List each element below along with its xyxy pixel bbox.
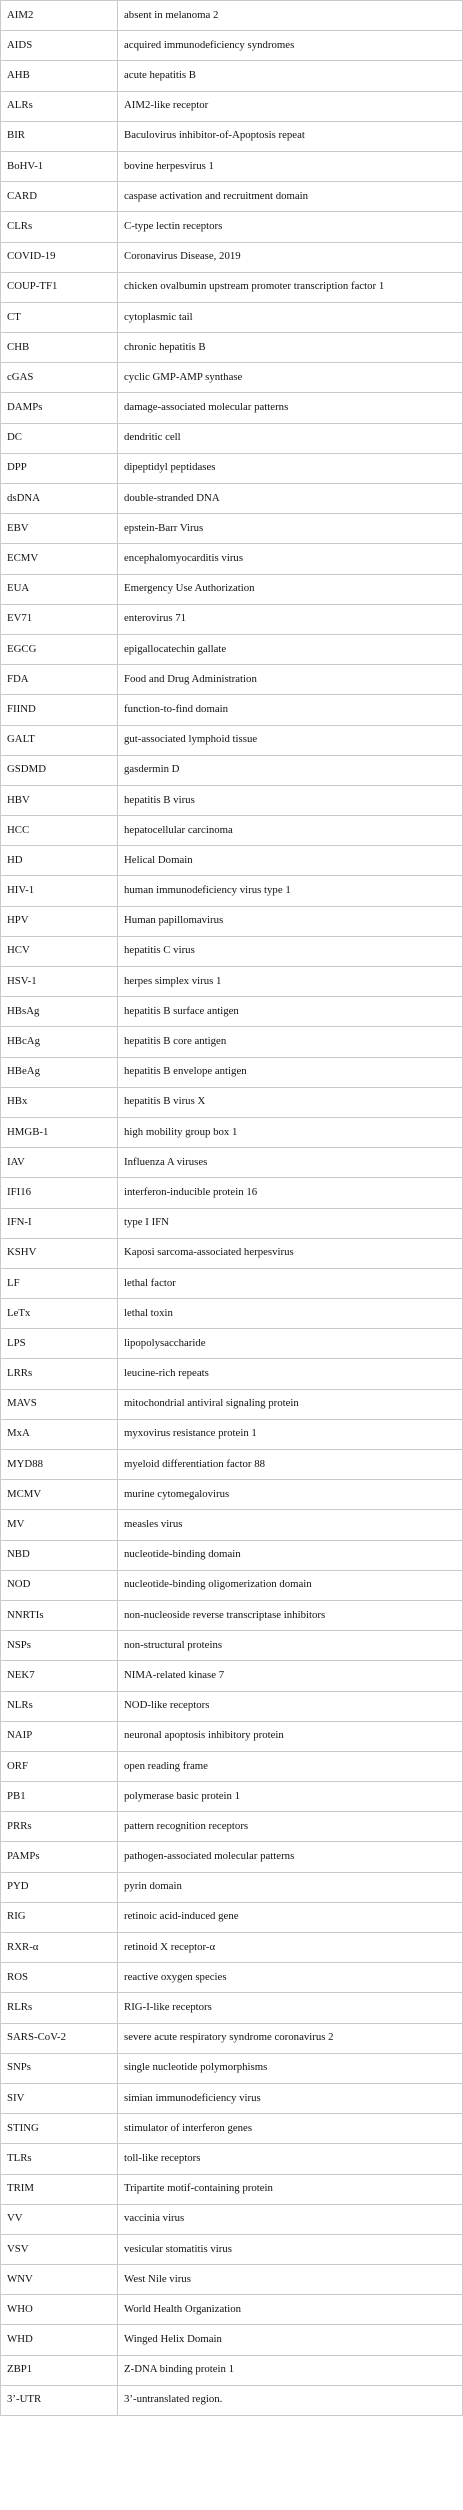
definition-cell: epigallocatechin gallate [118,634,463,664]
abbreviation-cell: EGCG [1,634,118,664]
table-row [1,634,463,664]
table-row [1,1450,463,1480]
abbreviation-cell: NAIP [1,1721,118,1751]
table-row [1,1148,463,1178]
definition-cell: vesicular stomatitis virus [118,2234,463,2264]
abbreviation-cell: MYD88 [1,1450,118,1480]
table-row [1,2234,463,2264]
table-row [1,725,463,755]
abbreviation-cell: COVID-19 [1,242,118,272]
definition-cell: Tripartite motif-containing protein [118,2174,463,2204]
abbreviation-cell: LF [1,1268,118,1298]
table-row [1,2114,463,2144]
table-row [1,1268,463,1298]
definition-cell: pathogen-associated molecular patterns [118,1842,463,1872]
definition-cell: Z-DNA binding protein 1 [118,2355,463,2385]
definition-cell: West Nile virus [118,2265,463,2295]
table-row [1,846,463,876]
table-row [1,2325,463,2355]
abbreviation-cell: EV71 [1,604,118,634]
table-row [1,816,463,846]
abbreviation-cell: NSPs [1,1631,118,1661]
table-row [1,1933,463,1963]
table-row [1,1419,463,1449]
abbreviation-cell: AIM2 [1,1,118,31]
table-row [1,1902,463,1932]
table-row [1,544,463,574]
abbreviation-cell: NBD [1,1540,118,1570]
definition-cell: damage-associated molecular patterns [118,393,463,423]
abbreviation-cell: FIIND [1,695,118,725]
abbreviation-cell: TRIM [1,2174,118,2204]
abbreviation-cell: RLRs [1,1993,118,2023]
definition-cell: retinoic acid-induced gene [118,1902,463,1932]
definition-cell: World Health Organization [118,2295,463,2325]
abbreviation-cell: PRRs [1,1812,118,1842]
abbreviation-cell: HBcAg [1,1027,118,1057]
definition-cell: measles virus [118,1510,463,1540]
definition-cell: non-structural proteins [118,1631,463,1661]
definition-cell: nucleotide-binding domain [118,1540,463,1570]
definition-cell: acute hepatitis B [118,61,463,91]
table-row [1,1389,463,1419]
abbreviation-cell: KSHV [1,1238,118,1268]
abbreviation-cell: CLRs [1,212,118,242]
definition-cell: lethal toxin [118,1299,463,1329]
table-row [1,2174,463,2204]
definition-cell: lethal factor [118,1268,463,1298]
table-row [1,755,463,785]
table-row [1,1359,463,1389]
table-row [1,1299,463,1329]
abbreviation-cell: HBx [1,1087,118,1117]
abbreviation-cell: HIV-1 [1,876,118,906]
abbreviation-cell: PAMPs [1,1842,118,1872]
table-row [1,1993,463,2023]
definition-cell: AIM2-like receptor [118,91,463,121]
abbreviation-cell: EBV [1,514,118,544]
abbreviation-cell: PB1 [1,1782,118,1812]
table-row [1,1751,463,1781]
definition-cell: hepatitis B virus X [118,1087,463,1117]
definition-cell: high mobility group box 1 [118,1117,463,1147]
abbreviation-cell: LRRs [1,1359,118,1389]
table-row [1,1721,463,1751]
table-row [1,1872,463,1902]
definition-cell: hepatitis B envelope antigen [118,1057,463,1087]
abbreviation-cell: HSV-1 [1,967,118,997]
definition-cell: non-nucleoside reverse transcriptase inhibitors [118,1600,463,1630]
table-row [1,1178,463,1208]
table-row [1,1329,463,1359]
table-row [1,1087,463,1117]
definition-cell: myeloid differentiation factor 88 [118,1450,463,1480]
table-row [1,333,463,363]
table-row [1,1057,463,1087]
definition-cell: RIG-I-like receptors [118,1993,463,2023]
abbreviation-cell: BIR [1,121,118,151]
definition-cell: single nucleotide polymorphisms [118,2053,463,2083]
table-row [1,302,463,332]
abbreviation-cell: HBsAg [1,997,118,1027]
definition-cell: Baculovirus inhibitor-of-Apoptosis repeat [118,121,463,151]
abbreviation-cell: DPP [1,453,118,483]
definition-cell: type I IFN [118,1208,463,1238]
table-row [1,1782,463,1812]
table-row [1,1027,463,1057]
definition-cell: 3’-untranslated region. [118,2385,463,2415]
definition-cell: retinoid X receptor-α [118,1933,463,1963]
definition-cell: neuronal apoptosis inhibitory protein [118,1721,463,1751]
abbreviation-cell: CARD [1,182,118,212]
abbreviation-cell: HPV [1,906,118,936]
table-row [1,514,463,544]
table-row [1,1117,463,1147]
abbreviation-cell: ALRs [1,91,118,121]
table-row [1,1631,463,1661]
abbreviation-cell: VV [1,2204,118,2234]
abbreviation-cell: ORF [1,1751,118,1781]
table-row [1,91,463,121]
definition-cell: reactive oxygen species [118,1963,463,1993]
abbreviation-cell: MxA [1,1419,118,1449]
abbreviation-cell: LPS [1,1329,118,1359]
definition-cell: severe acute respiratory syndrome coronavirus 2 [118,2023,463,2053]
abbreviation-cell: AHB [1,61,118,91]
definition-cell: Emergency Use Authorization [118,574,463,604]
abbreviation-cell: SNPs [1,2053,118,2083]
definition-cell: dendritic cell [118,423,463,453]
abbreviation-cell: CT [1,302,118,332]
definition-cell: interferon-inducible protein 16 [118,1178,463,1208]
definition-cell: gut-associated lymphoid tissue [118,725,463,755]
definition-cell: hepatitis B virus [118,785,463,815]
table-row [1,212,463,242]
table-row [1,2204,463,2234]
definition-cell: NIMA-related kinase 7 [118,1661,463,1691]
table-row [1,604,463,634]
definition-cell: NOD-like receptors [118,1691,463,1721]
table-row [1,1238,463,1268]
definition-cell: absent in melanoma 2 [118,1,463,31]
table-row [1,574,463,604]
abbreviation-cell: HBV [1,785,118,815]
definition-cell: herpes simplex virus 1 [118,967,463,997]
table-row [1,695,463,725]
table-row [1,1480,463,1510]
definition-cell: Coronavirus Disease, 2019 [118,242,463,272]
definition-cell: gasdermin D [118,755,463,785]
table-row [1,2023,463,2053]
abbreviation-cell: SIV [1,2083,118,2113]
table-row [1,2295,463,2325]
definition-cell: polymerase basic protein 1 [118,1782,463,1812]
abbreviation-cell: HMGB-1 [1,1117,118,1147]
abbreviation-cell: TLRs [1,2144,118,2174]
abbreviation-cell: MAVS [1,1389,118,1419]
definition-cell: mitochondrial antiviral signaling protein [118,1389,463,1419]
table-row [1,151,463,181]
abbreviation-cell: MV [1,1510,118,1540]
abbreviation-cell: COUP-TF1 [1,272,118,302]
definition-cell: Helical Domain [118,846,463,876]
abbreviation-cell: HCC [1,816,118,846]
definition-cell: murine cytomegalovirus [118,1480,463,1510]
definition-cell: dipeptidyl peptidases [118,453,463,483]
abbreviation-cell: MCMV [1,1480,118,1510]
table-row [1,272,463,302]
table-row [1,2144,463,2174]
definition-cell: hepatitis B surface antigen [118,997,463,1027]
table-row [1,1570,463,1600]
abbreviation-cell: WHO [1,2295,118,2325]
abbreviation-cell: NNRTIs [1,1600,118,1630]
abbreviation-cell: NEK7 [1,1661,118,1691]
table-row [1,2083,463,2113]
table-row [1,31,463,61]
table-row [1,2265,463,2295]
table-row [1,393,463,423]
abbreviation-cell: HD [1,846,118,876]
definition-cell: function-to-find domain [118,695,463,725]
abbreviation-cell: 3’-UTR [1,2385,118,2415]
abbreviations-table-body [1,1,463,2416]
table-row [1,453,463,483]
definition-cell: chicken ovalbumin upstream promoter transcription factor 1 [118,272,463,302]
definition-cell: chronic hepatitis B [118,333,463,363]
table-row [1,906,463,936]
abbreviation-cell: HCV [1,936,118,966]
abbreviation-cell: STING [1,2114,118,2144]
table-row [1,1842,463,1872]
definition-cell: Food and Drug Administration [118,665,463,695]
abbreviation-cell: ECMV [1,544,118,574]
table-row [1,1963,463,1993]
abbreviation-cell: LeTx [1,1299,118,1329]
definition-cell: C-type lectin receptors [118,212,463,242]
abbreviation-cell: HBeAg [1,1057,118,1087]
abbreviation-cell: WNV [1,2265,118,2295]
definition-cell: bovine herpesvirus 1 [118,151,463,181]
abbreviation-cell: DC [1,423,118,453]
definition-cell: cytoplasmic tail [118,302,463,332]
abbreviation-cell: RIG [1,1902,118,1932]
table-row [1,936,463,966]
abbreviation-cell: NOD [1,1570,118,1600]
table-row [1,1,463,31]
table-row [1,1661,463,1691]
abbreviation-cell: dsDNA [1,484,118,514]
abbreviation-cell: CHB [1,333,118,363]
table-row [1,1691,463,1721]
definition-cell: hepatocellular carcinoma [118,816,463,846]
abbreviation-cell: SARS-CoV-2 [1,2023,118,2053]
table-row [1,785,463,815]
definition-cell: double-stranded DNA [118,484,463,514]
abbreviation-cell: GALT [1,725,118,755]
table-row [1,2385,463,2415]
definition-cell: toll-like receptors [118,2144,463,2174]
abbreviation-cell: IFN-I [1,1208,118,1238]
abbreviation-cell: DAMPs [1,393,118,423]
abbreviation-cell: EUA [1,574,118,604]
table-row [1,61,463,91]
table-row [1,876,463,906]
abbreviation-cell: AIDS [1,31,118,61]
definition-cell: open reading frame [118,1751,463,1781]
table-row [1,967,463,997]
abbreviation-cell: IFI16 [1,1178,118,1208]
abbreviation-cell: ROS [1,1963,118,1993]
definition-cell: enterovirus 71 [118,604,463,634]
table-row [1,1812,463,1842]
definition-cell: Winged Helix Domain [118,2325,463,2355]
definition-cell: acquired immunodeficiency syndromes [118,31,463,61]
abbreviation-cell: FDA [1,665,118,695]
definition-cell: hepatitis B core antigen [118,1027,463,1057]
definition-cell: vaccinia virus [118,2204,463,2234]
definition-cell: pattern recognition receptors [118,1812,463,1842]
table-row [1,1540,463,1570]
abbreviation-cell: RXR-α [1,1933,118,1963]
definition-cell: lipopolysaccharide [118,1329,463,1359]
abbreviation-cell: WHD [1,2325,118,2355]
table-row [1,182,463,212]
definition-cell: Influenza A viruses [118,1148,463,1178]
definition-cell: encephalomyocarditis virus [118,544,463,574]
table-row [1,2053,463,2083]
definition-cell: epstein-Barr Virus [118,514,463,544]
table-row [1,1208,463,1238]
table-row [1,1510,463,1540]
definition-cell: hepatitis C virus [118,936,463,966]
definition-cell: cyclic GMP-AMP synthase [118,363,463,393]
abbreviation-cell: GSDMD [1,755,118,785]
abbreviation-cell: IAV [1,1148,118,1178]
table-row [1,363,463,393]
table-row [1,242,463,272]
definition-cell: stimulator of interferon genes [118,2114,463,2144]
definition-cell: myxovirus resistance protein 1 [118,1419,463,1449]
abbreviation-cell: cGAS [1,363,118,393]
abbreviation-cell: ZBP1 [1,2355,118,2385]
definition-cell: caspase activation and recruitment domain [118,182,463,212]
definition-cell: Kaposi sarcoma-associated herpesvirus [118,1238,463,1268]
abbreviation-cell: NLRs [1,1691,118,1721]
table-row [1,423,463,453]
definition-cell: Human papillomavirus [118,906,463,936]
abbreviation-cell: PYD [1,1872,118,1902]
definition-cell: human immunodeficiency virus type 1 [118,876,463,906]
table-row [1,121,463,151]
definition-cell: nucleotide-binding oligomerization domain [118,1570,463,1600]
definition-cell: simian immunodeficiency virus [118,2083,463,2113]
abbreviation-cell: VSV [1,2234,118,2264]
abbreviation-cell: BoHV-1 [1,151,118,181]
table-row [1,1600,463,1630]
table-row [1,2355,463,2385]
definition-cell: leucine-rich repeats [118,1359,463,1389]
table-row [1,665,463,695]
table-row [1,997,463,1027]
definition-cell: pyrin domain [118,1872,463,1902]
table-row [1,484,463,514]
